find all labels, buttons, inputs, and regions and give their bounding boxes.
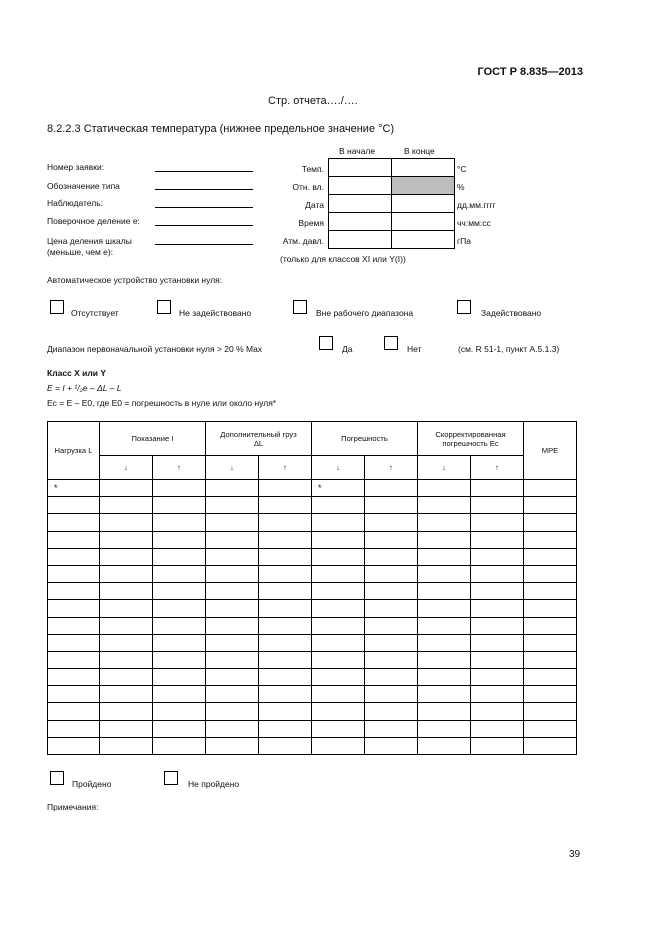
header-reading: Показание I <box>100 422 206 456</box>
field-scale-interval-note: (меньше, чем е): <box>47 247 114 257</box>
table-row <box>48 737 577 754</box>
passed-label: Пройдено <box>72 779 112 789</box>
conditions-unit: дд.мм.гггг <box>457 200 496 210</box>
arrow-down: ↓ <box>206 456 259 480</box>
table-row <box>48 669 577 686</box>
page-number: 39 <box>569 849 581 860</box>
option-not-engaged-label: Не задействовано <box>179 308 252 318</box>
header-error: Погрешность <box>312 422 418 456</box>
option-absent-label: Отсутствует <box>71 308 119 318</box>
star-mark[interactable]: * <box>48 480 100 497</box>
checkbox-absent[interactable] <box>50 300 64 314</box>
table-row <box>48 531 577 548</box>
checkbox-no[interactable] <box>384 336 398 350</box>
conditions-row-label: Дата <box>305 200 324 210</box>
table-row <box>48 583 577 600</box>
arrow-up: ↑ <box>259 456 312 480</box>
cell[interactable] <box>329 195 392 213</box>
no-label: Нет <box>407 344 422 354</box>
conditions-col-start: В начале <box>339 146 376 156</box>
checkbox-yes[interactable] <box>319 336 333 350</box>
arrow-down: ↓ <box>418 456 471 480</box>
cell[interactable] <box>392 213 455 231</box>
conditions-row-label: Темп. <box>301 164 324 174</box>
conditions-unit: % <box>457 182 465 192</box>
section-title: 8.2.2.3 Статическая температура (нижнее предельное значение °С) <box>47 123 395 135</box>
conditions-row-label: Атм. давл. <box>282 236 324 246</box>
report-page-counter: Стр. отчета…./…. <box>268 95 358 107</box>
conditions-unit: чч:мм:сс <box>457 218 491 228</box>
cell[interactable] <box>329 177 392 195</box>
table-row <box>48 703 577 720</box>
checkbox-engaged[interactable] <box>457 300 471 314</box>
cell[interactable] <box>329 213 392 231</box>
formula-corrected-error: Ec = E – E0, где E0 = погрешность в нуле или около нуля* <box>47 398 277 408</box>
table-row <box>48 548 577 565</box>
conditions-unit: гПа <box>457 236 471 246</box>
header-corrected-text: Скорректированная <box>435 429 506 439</box>
checkbox-failed[interactable] <box>164 771 178 785</box>
standard-number: ГОСТ Р 8.835—2013 <box>477 66 583 78</box>
table-row <box>48 514 577 531</box>
arrow-down: ↓ <box>100 456 153 480</box>
field-verification-interval-label: Поверочное деление е: <box>47 216 140 226</box>
field-observer-line[interactable] <box>155 207 253 208</box>
arrow-up: ↑ <box>471 456 524 480</box>
table-row <box>48 497 577 514</box>
field-verification-interval-line[interactable] <box>155 225 253 226</box>
table-row <box>48 720 577 737</box>
shaded-cell <box>392 177 455 195</box>
checkbox-passed[interactable] <box>50 771 64 785</box>
table-row <box>48 686 577 703</box>
conditions-col-end: В конце <box>404 146 435 156</box>
cell[interactable] <box>329 159 392 177</box>
option-engaged-label: Задействовано <box>481 308 542 318</box>
star-mark[interactable]: * <box>312 480 365 497</box>
checkbox-not-engaged[interactable] <box>157 300 171 314</box>
header-extra-load-text: Дополнительный груз <box>220 429 297 439</box>
header-mpe: MPE <box>524 422 577 480</box>
field-request-number-line[interactable] <box>155 171 253 172</box>
conditions-table <box>328 158 455 249</box>
field-scale-interval-label: Цена деления шкалы <box>47 236 132 246</box>
field-scale-interval-line[interactable] <box>155 244 253 245</box>
failed-label: Не пройдено <box>188 779 240 789</box>
class-title: Класс X или Y <box>47 368 107 378</box>
arrow-up: ↑ <box>365 456 418 480</box>
conditions-row-label: Время <box>298 218 324 228</box>
notes-label: Примечания: <box>47 802 99 812</box>
arrow-up: ↑ <box>153 456 206 480</box>
table-row <box>48 634 577 651</box>
field-type-line[interactable] <box>155 189 253 190</box>
cell[interactable] <box>392 195 455 213</box>
checkbox-out-of-range[interactable] <box>293 300 307 314</box>
table-row <box>48 617 577 634</box>
header-corrected-text2: погрешность Ec <box>442 438 499 448</box>
header-corrected-error <box>418 422 524 456</box>
field-request-number-label: Номер заявки: <box>47 162 105 172</box>
formula-error: E = I + ¹/₂e – ΔL – L <box>47 383 122 393</box>
field-type-label: Обозначение типа <box>47 181 120 191</box>
cell[interactable] <box>392 159 455 177</box>
conditions-note: (только для классов XI или Y(I)) <box>280 254 406 264</box>
zero-range-reference: (см. R 51-1, пункт A.5.1.3) <box>458 344 560 354</box>
header-extra-load-symbol: ΔL <box>253 438 264 448</box>
table-row <box>48 600 577 617</box>
table-row <box>48 480 577 497</box>
yes-label: Да <box>342 344 353 354</box>
conditions-row-label: Отн. вл. <box>292 182 324 192</box>
arrow-down: ↓ <box>312 456 365 480</box>
cell[interactable] <box>329 231 392 249</box>
option-out-of-range-label: Вне рабочего диапазона <box>316 308 414 318</box>
results-table <box>47 421 577 755</box>
header-extra-load <box>206 422 312 456</box>
table-row <box>48 651 577 668</box>
field-observer-label: Наблюдатель: <box>47 198 103 208</box>
cell[interactable] <box>392 231 455 249</box>
table-row <box>48 565 577 582</box>
zero-device-title: Автоматическое устройство установки нуля: <box>47 275 223 285</box>
zero-range-text: Диапазон первоначальной установки нуля > 20 % Max <box>47 344 263 354</box>
header-load: Нагрузка L <box>48 422 100 480</box>
conditions-unit: °С <box>457 164 467 174</box>
